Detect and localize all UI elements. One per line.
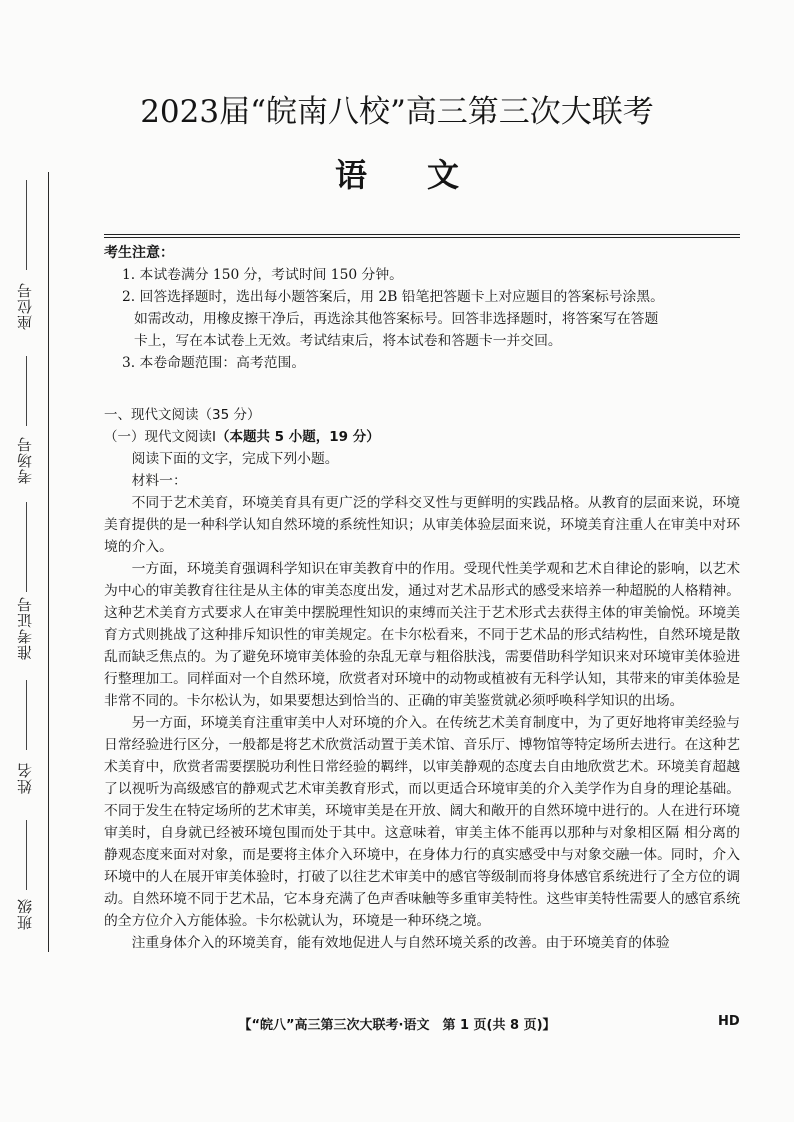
subsection-points: （本题共 5 小题，19 分） [215,429,380,445]
binding-line [48,172,49,952]
exam-room-blank[interactable] [26,356,27,426]
subsection-heading [104,426,740,448]
notice-block [104,242,740,374]
seat-label: 座位号 [16,282,34,330]
notice-item-cont: 卡上，写在本试卷上无效。考试结束后，将本试卷和答题卡一并交回。 [134,333,562,349]
instruction: 阅读下面的文字，完成下列小题。 [131,451,339,467]
notice-item: 3. 本卷命题范围：高考范围。 [122,355,306,371]
ticket-blank[interactable] [26,502,27,592]
notice-item-cont: 如需改动，用橡皮擦干净后，再选涂其他答案标号。回答非选择题时，将答案写在答题 [134,311,659,327]
page-footer: 【“皖八”高三第三次大联考·语文 第 1 页(共 8 页)】 [238,1018,556,1033]
exam-room-label: 考场号 [16,436,34,484]
class-blank[interactable] [26,820,27,890]
paragraph: 另一方面，环境美育注重审美中人对环境的介入。在传统艺术美育制度中，为了更好地将审美经验与日常经验进行区分，一般都是将艺术欣赏活动置于美术馆、音乐厅、博物馆等特定场所去进行。在这种艺术美育中，欣赏者需要摆脱功利性日常经验的羁绊，以审美静观的态度去自由地欣赏艺术。环境美育超越了以视听为高级感官的静观式艺术审美教育形式，而以更适合环境审美的介入美学作为自身的理论基础。不同于发生在特定场所的艺术审美，环境审美是在开放、阔大和敞开的自然环境中进行的。人在进行环境审美时，自身就已经被环境包围而处于其中。这意味着，审美主体不能再以那种与对象相区隔 相分离的静观态度来面对对象，而是要将主体介入环境中，在身体力行的真实感受中与对象交融一体。同时，介入环境中的人在展开审美体验时，打破了以往艺术审美中的感官等级制而将身体感官系统进行了全方位的调动。自然环境不同于艺术品，它本身充满了色声香味触等多重审美特性。这些审美特性需要人的感官系统的全方位介入方能体验。卡尔松就认为，环境是一种环绕之境。 [104,715,740,929]
class-label: 班级 [16,898,34,930]
header-divider [104,234,740,235]
paragraph: 一方面，环境美育强调科学知识在审美教育中的作用。受现代性美学观和艺术自律论的影响，以艺术为中心的审美教育往往是从主体的审美态度出发，通过对艺术品形式的感受来培养一种超脱的人格精神。这种艺术美育方式要求人在审美中摆脱理性知识的束缚而关注于艺术形式去获得主体的审美愉悦。环境美育方式则挑战了这种排斥知识性的审美规定。在卡尔松看来，不同于艺术品的形式结构性，自然环境是散乱而缺乏焦点的。为了避免环境审美体验的杂乱无章与粗俗肤浅，需要借助科学知识来对环境审美体验进行整理加工。同样面对一个自然环境，欣赏者对环境中的动物或植被有无科学认知，其带来的审美体验是非常不同的。卡尔松认为，如果要想达到恰当的、正确的审美鉴赏就必须呼唤科学知识的出场。 [104,561,740,709]
reading-section [104,404,740,954]
paragraph: 注重身体介入的环境美育，能有效地促进人与自然环境关系的改善。由于环境美育的体验 [131,935,670,951]
name-blank[interactable] [26,680,27,750]
notice-heading: 考生注意： [104,245,174,261]
header-divider-2 [104,237,740,238]
notice-item: 2. 回答选择题时，选出每小题答案后，用 2B 铅笔把答题卡上对应题目的答案标号涂黑。 [122,289,664,305]
material-label: 材料一： [131,473,187,489]
name-label: 姓名 [16,762,34,794]
subject-title: 语文 [334,156,519,194]
exam-title: 2023届“皖南八校”高三第三次大联考 [140,94,654,130]
section-heading: 一、现代文阅读（35 分） [104,407,261,423]
notice-item: 1. 本试卷满分 150 分，考试时间 150 分钟。 [122,267,403,283]
subsection-prefix: （一）现代文阅读Ⅰ [104,429,216,445]
footer-code: HD [718,1014,740,1029]
paragraph: 不同于艺术美育，环境美育具有更广泛的学科交叉性与更鲜明的实践品格。从教育的层面来说，环境美育提供的是一种科学认知自然环境的系统性知识；从审美体验层面来说，环境美育注重人在审美中对环境的介入。 [104,495,740,555]
ticket-label: 准考证号 [16,596,34,660]
